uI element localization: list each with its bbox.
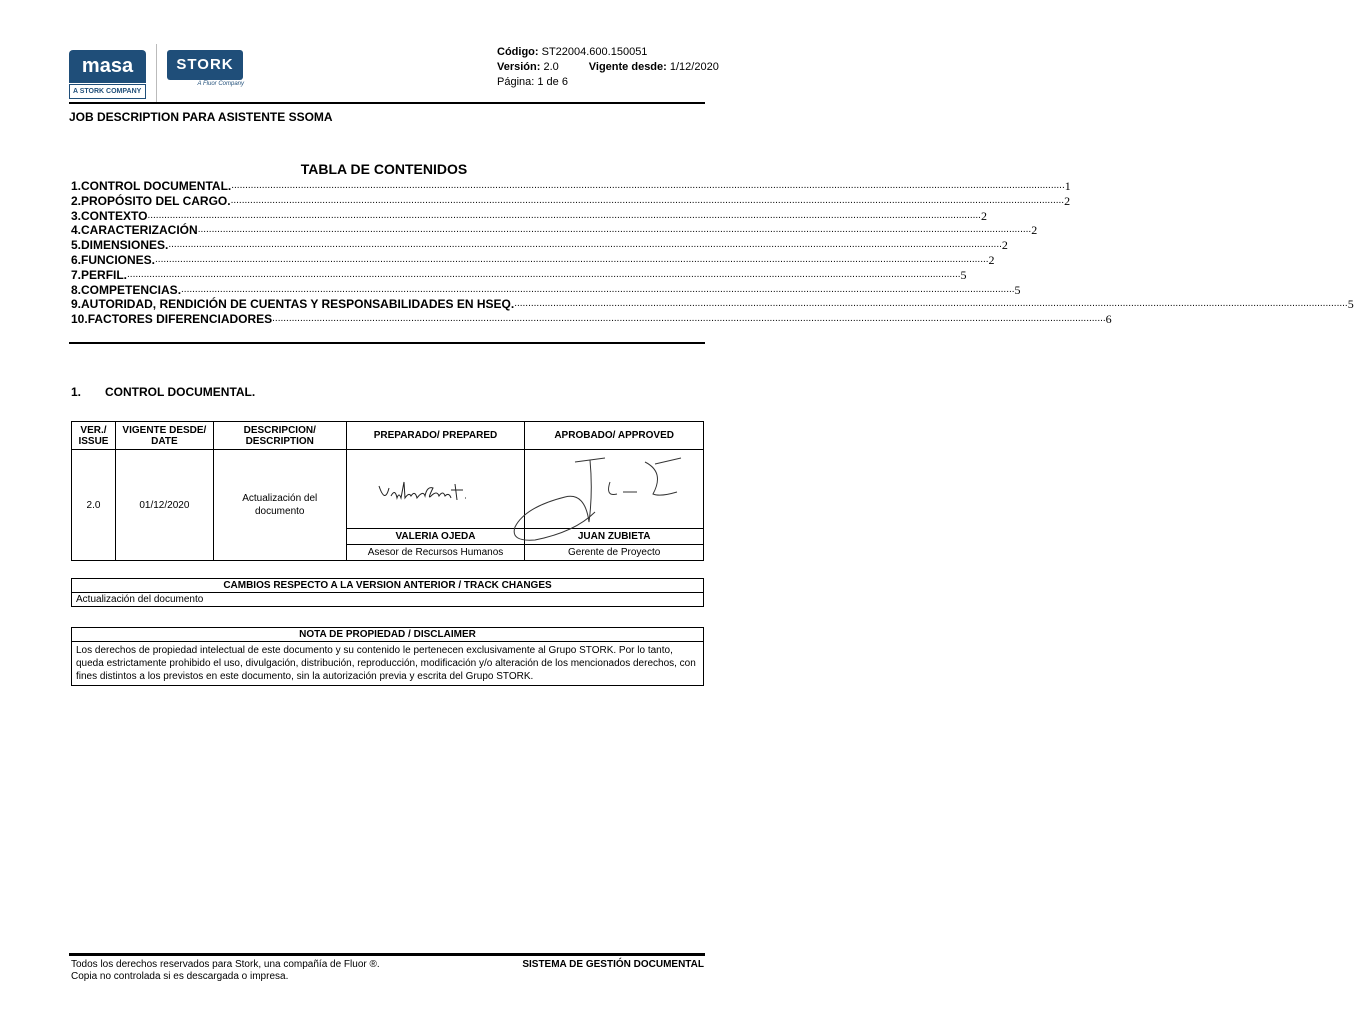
approved-name: JUAN ZUBIETA <box>525 529 704 545</box>
toc-title: TABLA DE CONTENIDOS <box>300 161 468 177</box>
toc-item-page: 5 <box>1014 282 1021 297</box>
toc-item-label: DIMENSIONES. <box>81 238 169 253</box>
disclaimer-table <box>71 627 704 686</box>
toc-item[interactable] <box>71 297 1354 312</box>
toc-item-label: FACTORES DIFERENCIADORES <box>87 312 273 327</box>
toc-item-page: 2 <box>1031 223 1038 238</box>
disclaimer-text: Los derechos de propiedad intelectual de este documento y su contenido le pertenecen exclusivamente al Grupo STORK. Por lo tanto, queda estrictamente prohibido el uso, divulgación, distribución, reproducción, modificación y/o alteración de los mencionados derechos, con fines distintos a los previstos en este documento, sin la autorización previa y escrita del Grupo STORK. <box>72 642 704 686</box>
toc-item-number: 10. <box>71 312 88 327</box>
page-number: Página: 1 de 6 <box>497 76 568 88</box>
toc-leader-dots: ............................................................................................................................................................................................................................................................................................................ <box>155 253 989 265</box>
col-header-description: DESCRIPCION/ DESCRIPTION <box>213 422 346 450</box>
toc-item[interactable] <box>71 238 1008 253</box>
track-changes-title: CAMBIOS RESPECTO A LA VERSION ANTERIOR / TRACK CHANGES <box>72 579 704 593</box>
toc-item-label: PROPÓSITO DEL CARGO. <box>81 193 231 208</box>
toc-item[interactable] <box>71 193 1071 209</box>
toc-leader-dots: ............................................................................................................................................................................................................................................................................................................ <box>197 224 1032 236</box>
toc-item-page: 2 <box>988 252 995 267</box>
toc-leader-dots: ............................................................................................................................................................................................................................................................................................................ <box>230 194 1065 206</box>
toc-item[interactable] <box>71 267 967 283</box>
toc-item-label: CONTROL DOCUMENTAL. <box>81 179 232 193</box>
job-title: JOB DESCRIPTION PARA ASISTENTE SSOMA <box>69 110 333 124</box>
vigente-label: Vigente desde: <box>588 61 667 73</box>
toc-item-number: 6. <box>71 252 82 267</box>
toc-item-number: 8. <box>71 282 82 297</box>
toc-leader-dots: ............................................................................................................................................................................................................................................................................................................ <box>514 298 1348 310</box>
toc-item-page: 5 <box>960 267 967 282</box>
prepared-signature <box>377 478 472 508</box>
toc-item[interactable] <box>71 208 987 224</box>
cell-date: 01/12/2020 <box>115 450 213 561</box>
toc-item[interactable] <box>71 312 1112 327</box>
cell-ver: 2.0 <box>72 450 116 561</box>
toc-item-label: FUNCIONES. <box>81 252 156 267</box>
header-rule <box>69 102 705 104</box>
masa-logo <box>69 50 146 100</box>
toc-item-number: 3. <box>71 208 82 223</box>
toc-item[interactable] <box>71 179 1071 194</box>
toc-item-number: 2. <box>71 193 82 208</box>
toc-item-page: 2 <box>1001 238 1008 253</box>
version-label: Versión: <box>497 61 541 73</box>
track-changes-text: Actualización del documento <box>72 593 704 607</box>
stork-logo-text: STORK <box>167 50 243 80</box>
toc-item-page: 2 <box>1064 193 1071 208</box>
prepared-name: VALERIA OJEDA <box>346 529 525 545</box>
toc-item-page: 2 <box>980 208 987 223</box>
masa-logo-text: masa <box>69 50 146 83</box>
cell-description: Actualización del documento <box>213 450 346 561</box>
toc-item[interactable] <box>71 282 1021 298</box>
table-of-contents <box>71 179 1354 327</box>
toc-item-label: CONTEXTO <box>81 208 148 223</box>
prepared-role: Asesor de Recursos Humanos <box>346 545 525 561</box>
codigo-value: ST22004.600.150051 <box>541 46 648 58</box>
toc-item-label: PERFIL. <box>81 267 128 282</box>
stork-logo <box>167 50 244 90</box>
approved-signature <box>505 452 685 542</box>
toc-leader-dots: ............................................................................................................................................................................................................................................................................................................ <box>272 313 1106 325</box>
track-changes-table <box>71 578 704 607</box>
col-header-approved: APROBADO/ APPROVED <box>525 422 704 450</box>
toc-item-label: COMPETENCIAS. <box>81 282 182 297</box>
approved-role: Gerente de Proyecto <box>525 545 704 561</box>
masa-logo-subtitle: A STORK COMPANY <box>69 84 146 99</box>
toc-leader-dots: ............................................................................................................................................................................................................................................................................................................ <box>181 283 1015 295</box>
toc-item-number: 7. <box>71 267 82 282</box>
disclaimer-title: NOTA DE PROPIEDAD / DISCLAIMER <box>72 628 704 642</box>
footer-rule <box>69 953 705 956</box>
section-heading <box>71 385 255 399</box>
vigente-value: 1/12/2020 <box>669 61 719 73</box>
col-header-prepared: PREPARADO/ PREPARED <box>346 422 525 450</box>
toc-item[interactable] <box>71 223 1038 238</box>
section-number: 1. <box>71 385 82 399</box>
footer-system-name: SISTEMA DE GESTIÓN DOCUMENTAL <box>522 959 704 970</box>
toc-rule <box>69 342 705 344</box>
toc-item-number: 9. <box>71 297 82 312</box>
toc-leader-dots: ............................................................................................................................................................................................................................................................................................................ <box>168 239 1002 251</box>
toc-leader-dots: ............................................................................................................................................................................................................................................................................................................ <box>147 209 981 221</box>
toc-item-page: 1 <box>1064 179 1071 193</box>
stork-logo-subtitle: A Fluor Company <box>197 81 244 87</box>
toc-item[interactable] <box>71 252 995 268</box>
footer-copy-note: Copia no controlada si es descargada o impresa. <box>71 971 289 982</box>
toc-item-label: CARACTERIZACIÓN <box>81 223 198 238</box>
toc-leader-dots: ............................................................................................................................................................................................................................................................................................................ <box>127 268 961 280</box>
toc-item-number: 5. <box>71 238 82 253</box>
toc-item-number: 1. <box>71 179 82 193</box>
toc-item-number: 4. <box>71 223 82 238</box>
toc-item-page: 5 <box>1347 297 1354 312</box>
toc-item-label: AUTORIDAD, RENDICIÓN DE CUENTAS Y RESPONSABILIDADES EN HSEQ. <box>81 297 515 312</box>
document-metadata <box>497 45 719 90</box>
col-header-date: VIGENTE DESDE/ DATE <box>115 422 213 450</box>
toc-leader-dots: ............................................................................................................................................................................................................................................................................................................ <box>231 180 1065 191</box>
version-value: 2.0 <box>543 61 559 73</box>
footer-notice <box>71 959 380 983</box>
footer-rights: Todos los derechos reservados para Stork, una compañía de Fluor ®. <box>71 959 380 970</box>
col-header-ver: VER./ ISSUE <box>72 422 116 450</box>
section-title: CONTROL DOCUMENTAL. <box>105 385 256 399</box>
codigo-label: Código: <box>497 46 539 58</box>
logo-divider <box>156 44 157 102</box>
toc-item-page: 6 <box>1105 312 1112 327</box>
prepared-signature-cell <box>346 450 525 529</box>
